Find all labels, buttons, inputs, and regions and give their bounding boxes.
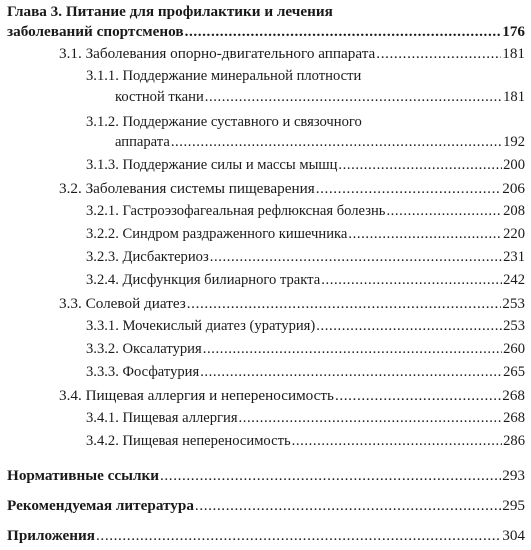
- toc-entry-3-2-1[interactable]: [86, 202, 525, 221]
- toc-entry-3-1-2-line1: [86, 113, 525, 132]
- toc-entry-title: 3.3.2. Оксалатурия: [86, 341, 202, 357]
- toc-entry-3-1[interactable]: [59, 44, 525, 63]
- leader-dots: [160, 466, 501, 485]
- toc-entry-3-2[interactable]: [59, 179, 525, 198]
- page-number: 253: [502, 295, 525, 312]
- page-number: 192: [503, 134, 525, 150]
- leader-dots: [239, 409, 503, 428]
- page-number: 265: [503, 364, 525, 380]
- toc-entry-3-1-2[interactable]: [115, 133, 525, 152]
- chapter-3-title-text-line2: заболеваний спортсменов: [7, 23, 184, 40]
- page-number: 208: [503, 203, 525, 219]
- leader-dots: [195, 496, 501, 515]
- toc-entry-title: 3.2.3. Дисбактериоз: [86, 249, 209, 265]
- toc-entry-title: 3.3.1. Мочекислый диатез (уратурия): [86, 318, 316, 334]
- page-number: 268: [503, 410, 525, 426]
- leader-dots: [96, 526, 501, 545]
- leader-dots: [316, 179, 502, 198]
- leader-dots: [210, 248, 502, 267]
- chapter-3-title-text-line1: Глава 3. Питание для профилактики и лечения: [7, 3, 333, 20]
- toc-entry-title: Приложения: [7, 527, 96, 544]
- leader-dots: [203, 340, 502, 359]
- toc-entry-3-1-1-line1: [86, 67, 525, 86]
- leader-dots: [187, 294, 501, 313]
- toc-entry-title: 3.1.3. Поддержание силы и массы мышц: [86, 157, 338, 173]
- leader-dots: [292, 432, 503, 451]
- toc-entry-title: 3.4. Пищевая аллергия и непереносимость: [59, 387, 334, 404]
- chapter-3-title-line1: [7, 2, 525, 21]
- page-number: 304: [502, 527, 525, 544]
- toc-entry-title: 3.1.2. Поддержание суставного и связочного: [86, 114, 362, 130]
- page-number: 176: [502, 23, 525, 40]
- page-number: 181: [502, 45, 525, 62]
- toc-entry-normative-references[interactable]: [7, 466, 525, 485]
- toc-entry-title: Нормативные ссылки: [7, 467, 159, 484]
- page-number: 286: [503, 433, 525, 449]
- leader-dots: [386, 202, 502, 221]
- page-number: 220: [503, 226, 525, 242]
- toc-entry-title: 3.3.3. Фосфатурия: [86, 364, 200, 380]
- page-number: 242: [503, 272, 525, 288]
- leader-dots: [200, 363, 502, 382]
- toc-entry-3-2-4[interactable]: [86, 271, 525, 290]
- toc-entry-chapter-3[interactable]: [7, 22, 525, 41]
- page-number: 181: [503, 89, 525, 105]
- toc-entry-appendices[interactable]: [7, 526, 525, 545]
- toc-entry-title: 3.2.1. Гастроэзофагеальная рефлюксная болезнь: [86, 203, 386, 219]
- leader-dots: [316, 317, 502, 336]
- toc-entry-3-3-3[interactable]: [86, 363, 525, 382]
- toc-entry-3-3[interactable]: [59, 294, 525, 313]
- toc-entry-title: 3.1. Заболевания опорно-двигательного аппарата: [59, 45, 376, 62]
- toc-entry-3-2-2[interactable]: [86, 225, 525, 244]
- toc-entry-recommended-literature[interactable]: [7, 496, 525, 515]
- toc-entry-3-1-3[interactable]: [86, 156, 525, 175]
- toc-entry-title: 3.2. Заболевания системы пищеварения: [59, 180, 315, 197]
- toc-entry-title: 3.2.4. Дисфункция билиарного тракта: [86, 272, 321, 288]
- leader-dots: [321, 271, 502, 290]
- page-number: 253: [503, 318, 525, 334]
- page-number: 200: [503, 157, 525, 173]
- page-number: 293: [502, 467, 525, 484]
- toc-entry-title-continued: костной ткани: [115, 89, 204, 105]
- toc-entry-title-continued: аппарата: [115, 134, 170, 150]
- toc-entry-title: 3.3. Солевой диатез: [59, 295, 186, 312]
- toc-entry-3-3-1[interactable]: [86, 317, 525, 336]
- toc-entry-3-4-1[interactable]: [86, 409, 525, 428]
- page-number: 260: [503, 341, 525, 357]
- toc-entry-3-4[interactable]: [59, 386, 525, 405]
- toc-entry-title: 3.1.1. Поддержание минеральной плотности: [86, 68, 362, 84]
- page-number: 231: [503, 249, 525, 265]
- leader-dots: [376, 44, 501, 63]
- toc-entry-title: 3.4.2. Пищевая непереносимость: [86, 433, 291, 449]
- leader-dots: [335, 386, 501, 405]
- toc-entry-title: Рекомендуемая литература: [7, 497, 194, 514]
- toc-entry-3-1-1[interactable]: [115, 88, 525, 107]
- toc-entry-3-4-2[interactable]: [86, 432, 525, 451]
- leader-dots: [171, 133, 502, 152]
- page-number: 268: [502, 387, 525, 404]
- leader-dots: [348, 225, 502, 244]
- toc-entry-title: 3.4.1. Пищевая аллергия: [86, 410, 238, 426]
- toc-entry-title: 3.2.2. Синдром раздраженного кишечника: [86, 226, 348, 242]
- toc-entry-3-3-2[interactable]: [86, 340, 525, 359]
- toc-entry-3-2-3[interactable]: [86, 248, 525, 267]
- page-number: 206: [502, 180, 525, 197]
- leader-dots: [338, 156, 502, 175]
- leader-dots: [185, 22, 502, 41]
- page-number: 295: [502, 497, 525, 514]
- leader-dots: [205, 88, 502, 107]
